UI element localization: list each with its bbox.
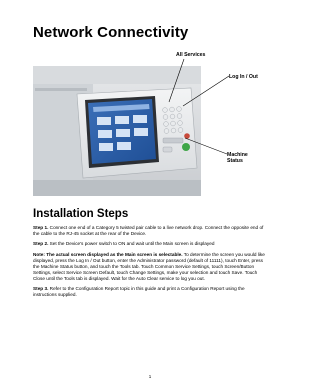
callout-machine-status-line2: Status — [227, 158, 243, 164]
step-2-text: Set the Device's power switch to ON and wait until the Main screen is displayed — [48, 241, 215, 247]
callout-log-in-out: Log In / Out — [229, 74, 258, 80]
page-title: Network Connectivity — [33, 24, 189, 41]
installation-steps-heading: Installation Steps — [33, 208, 129, 220]
step-3-text: Refer to the Configuration Report topic in this guide and print a Configuration Report using the instructions supplied. — [33, 286, 245, 298]
step-1-label: Step 1. — [33, 225, 49, 230]
page-number: 1 — [148, 374, 152, 379]
installation-steps-list — [33, 225, 269, 303]
callout-machine-status-line1: Machine — [227, 152, 248, 158]
note-lead: Note: The actual screen displayed as the Main screen is selectable. — [33, 251, 183, 257]
control-panel-illustration — [33, 50, 267, 196]
step-2 — [33, 241, 269, 247]
step-3 — [33, 286, 269, 298]
device-control-panel-figure — [33, 50, 267, 196]
step-1 — [33, 225, 269, 237]
step-1-text: Connect one end of a Category 5 twisted pair cable to a live network drop. Connect the opposite end of the cable to the RJ-45 socket at the rear of the Device. — [33, 225, 264, 237]
step-3-label: Step 3. — [33, 286, 49, 292]
note-text: To determine the screen you would like displayed, press the Log In / Out button, enter the Administrator password (default of 11111), touch Enter, press the Machine Status button, and touch the Tools tab. Touch Common Service Settings, touch Screen/Button Settings, select Service Screen Default, touch Change Settings, make your selection and touch Save. Touch Close until the Tools tab is displayed. Wait for the Auto Clear service to log you out. — [33, 251, 265, 282]
callout-machine-status — [227, 152, 248, 164]
note — [33, 252, 269, 282]
callout-all-services: All Services — [176, 52, 206, 58]
step-2-label: Step 2. — [33, 241, 49, 247]
